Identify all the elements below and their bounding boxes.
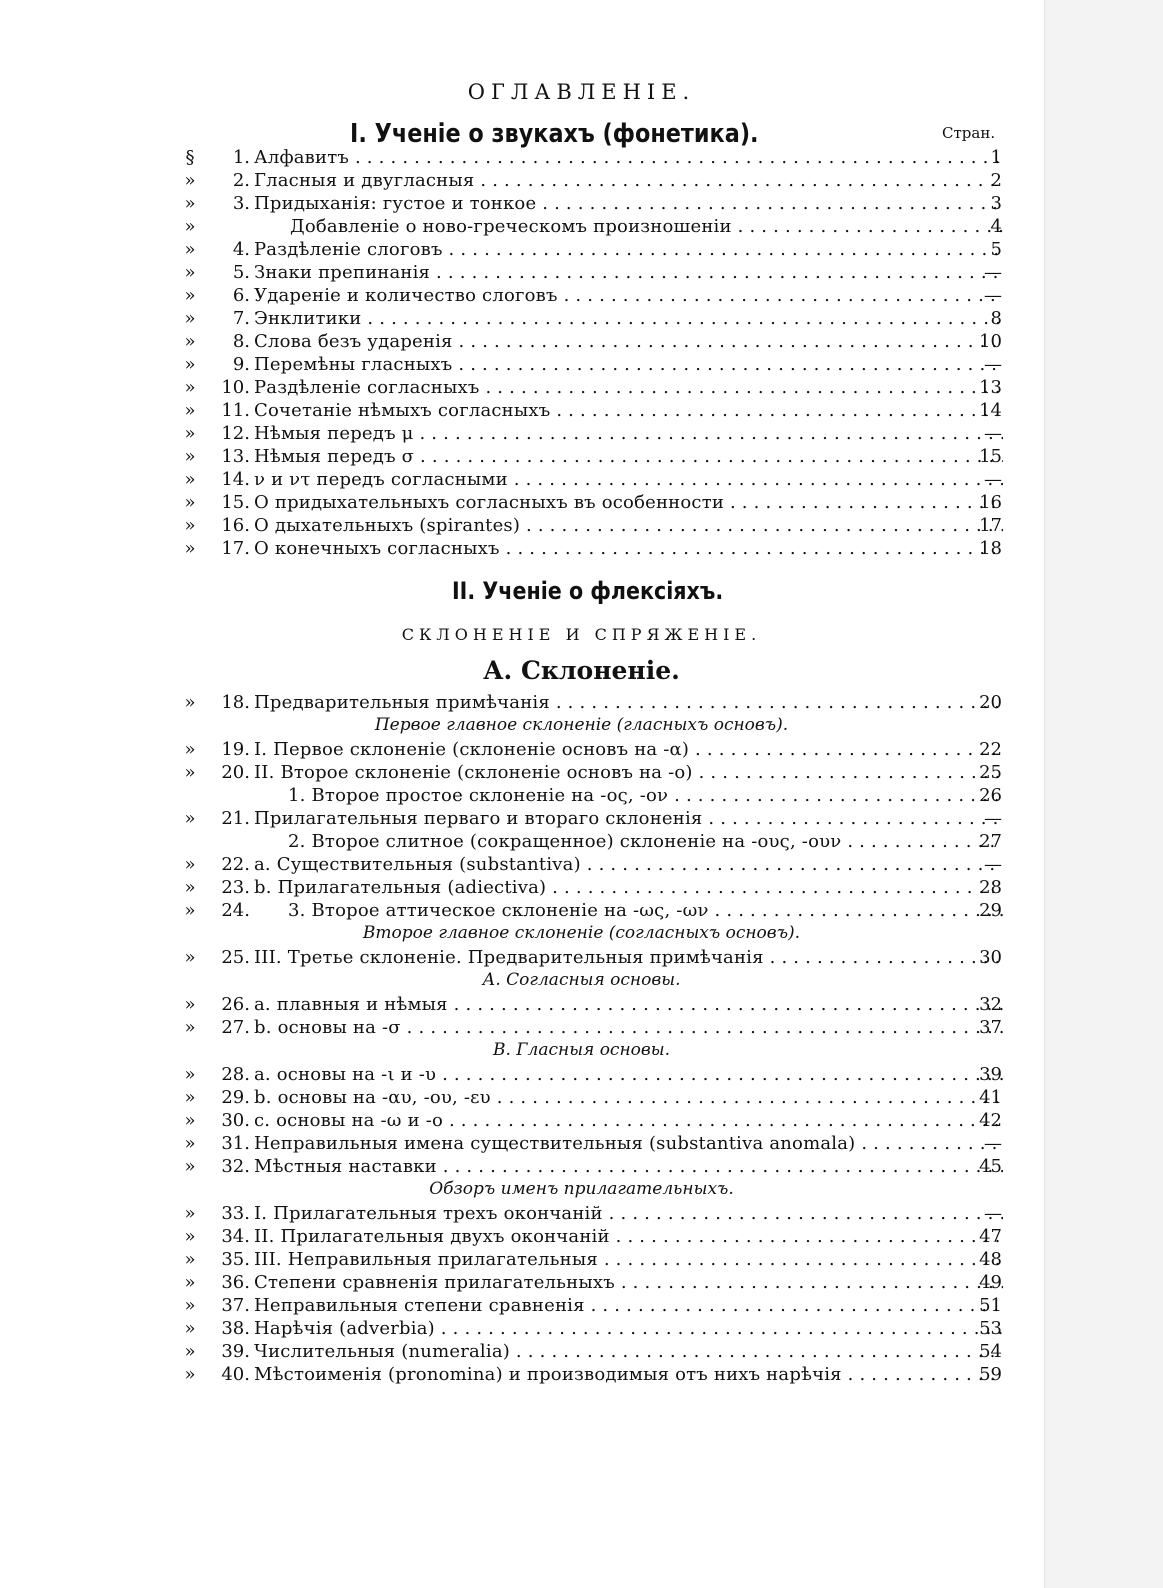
toc-subsection-heading: Первое главное склоненіе (гласныхъ основъ). [374,715,789,735]
entry-title: Нарѣчія (adverbia) . . . [254,1317,1003,1340]
toc-entry[interactable] [0,1248,1163,1271]
entry-number: 40. [221,1364,250,1385]
entry-page: 3 [990,193,1002,214]
toc-subsection-heading: А. Согласныя основы. [482,970,681,990]
entry-number: 12. [221,423,250,444]
entry-mark: » [184,538,196,559]
entry-mark: » [184,1087,196,1108]
entry-page: — [984,469,1002,490]
entry-mark: » [184,739,196,760]
entry-mark: » [184,423,196,444]
entry-number: 19. [221,739,250,760]
entry-number: 8. [232,331,250,352]
toc-entry[interactable] [0,1016,1163,1039]
entry-number: 2. [232,170,250,191]
entry-page: 48 [979,1249,1002,1270]
entry-mark: » [184,994,196,1015]
entry-number: 5. [232,262,250,283]
toc-entry[interactable] [0,691,1163,714]
entry-mark: » [184,216,196,237]
entry-mark: » [184,1156,196,1177]
entry-mark: » [184,354,196,375]
entry-title: Числительныя (numeralia) . . . [254,1340,1003,1363]
entry-title: b. Прилагательныя (adiectiva) . . . [254,876,1003,899]
entry-title: Неправильныя имена существительныя (substantiva anomala) . . . [254,1132,1003,1155]
entry-page: — [984,423,1002,444]
toc-entry[interactable] [0,445,1163,468]
entry-page: 29 [979,900,1002,921]
entry-number: 15. [221,492,250,513]
entry-page: — [984,1133,1002,1154]
entry-title: Знаки препинанія . . . [254,261,1003,284]
entry-number: 9. [232,354,250,375]
entry-page: 2 [990,170,1002,191]
entry-mark: » [184,1341,196,1362]
entry-mark: » [184,308,196,329]
entry-title: Удареніе и количество слоговъ . . . [254,284,1003,307]
entry-page: 5 [990,239,1002,260]
entry-number: 21. [221,808,250,829]
toc-entry[interactable] [0,514,1163,537]
toc-entry[interactable] [0,1155,1163,1178]
toc-subsection-heading: В. Гласныя основы. [492,1040,671,1060]
toc-entry[interactable] [0,1225,1163,1248]
entry-page: 1 [990,147,1002,168]
entry-number: 26. [221,994,250,1015]
entry-page: 16 [979,492,1002,513]
entry-mark: » [184,262,196,283]
entry-page: 47 [979,1226,1002,1247]
toc-entry[interactable] [0,1317,1163,1340]
entry-page: — [984,854,1002,875]
entry-page: 53 [979,1318,1002,1339]
part2-heading: II. Ученіе о флексіяхъ. [452,577,724,605]
toc-entry[interactable] [0,261,1163,284]
entry-title: c. основы на -ω и -ο . . . [254,1109,1003,1132]
toc-entry[interactable] [0,784,1163,807]
entry-page: 13 [979,377,1002,398]
entry-title: Гласныя и двугласныя . . . [254,169,1003,192]
entry-mark: » [184,692,196,713]
entry-title: I. Прилагательныя трехъ окончаній . . . [254,1202,1003,1225]
entry-mark: » [184,400,196,421]
toc-entry[interactable] [0,876,1163,899]
entry-mark: » [184,492,196,513]
toc-entry[interactable] [0,330,1163,353]
entry-page: 45 [979,1156,1002,1177]
toc-entry[interactable] [0,215,1163,238]
toc-entry[interactable] [0,399,1163,422]
entry-number: 24. [221,900,250,921]
entry-title: ν и ντ передъ согласными . . . [254,468,1003,491]
entry-title: a. Существительныя (substantiva) . . . [254,853,1003,876]
entry-number: 3. [232,193,250,214]
entry-number: 18. [221,692,250,713]
entry-number: 35. [221,1249,250,1270]
toc-entry[interactable] [0,468,1163,491]
toc-subsection-heading: Обзоръ именъ прилагательныхъ. [429,1179,734,1199]
toc-entry[interactable] [0,1132,1163,1155]
entry-title: II. Прилагательныя двухъ окончаній . . . [254,1225,1003,1248]
entry-title: Предварительныя примѣчанія . . . [254,691,1003,714]
entry-mark: » [184,469,196,490]
entry-page: 39 [979,1064,1002,1085]
entry-title: Прилагательныя перваго и втораго склоненія . . . [254,807,1003,830]
toc-entry[interactable] [0,853,1163,876]
toc-entry[interactable] [0,993,1163,1016]
entry-title: 3. Второе аттическое склоненіе на -ως, -ων . . . [288,899,1003,922]
entry-page: 32 [979,994,1002,1015]
entry-page: 41 [979,1087,1002,1108]
entry-title: a. основы на -ι и -υ . . . [254,1063,1003,1086]
entry-title: Слова безъ ударенія . . . [254,330,1003,353]
entry-number: 30. [221,1110,250,1131]
entry-title: III. Третье склоненіе. Предварительныя примѣчанія . . . [254,946,1003,969]
entry-title: Степени сравненія прилагательныхъ . . . [254,1271,1003,1294]
entry-page: 59 [979,1364,1002,1385]
page-title: ОГЛАВЛЕНІЕ. [467,80,696,104]
entry-number: 13. [221,446,250,467]
toc-entry[interactable] [0,422,1163,445]
entry-page: 4 [990,216,1002,237]
entry-page: 20 [979,692,1002,713]
entry-title: II. Второе склоненіе (склоненіе основъ на -ο) . . . [254,761,1003,784]
entry-mark: » [184,1272,196,1293]
toc-entry[interactable] [0,146,1163,169]
entry-number: 29. [221,1087,250,1108]
entry-page: 49 [979,1272,1002,1293]
entry-title: О конечныхъ согласныхъ . . . [254,537,1003,560]
toc-entry[interactable] [0,491,1163,514]
entry-page: — [984,262,1002,283]
entry-title: Нѣмыя передъ σ . . . [254,445,1003,468]
entry-number: 20. [221,762,250,783]
entry-number: 28. [221,1064,250,1085]
entry-mark: » [184,1203,196,1224]
entry-number: 4. [232,239,250,260]
entry-mark: » [184,1226,196,1247]
toc-entry[interactable] [0,807,1163,830]
toc-entry[interactable] [0,353,1163,376]
entry-title: О придыхательныхъ согласныхъ въ особенности . . . [254,491,1003,514]
entry-title: b. основы на -αυ, -ου, -ευ . . . [254,1086,1003,1109]
toc-entry[interactable] [0,1202,1163,1225]
entry-mark: » [184,947,196,968]
entry-title: Мѣстныя наставки . . . [254,1155,1003,1178]
entry-number: 31. [221,1133,250,1154]
entry-page: 8 [990,308,1002,329]
entry-mark: » [184,877,196,898]
entry-title: b. основы на -σ . . . [254,1016,1003,1039]
entry-number: 1. [232,147,250,168]
toc-entry[interactable] [0,1271,1163,1294]
entry-number: 16. [221,515,250,536]
entry-page: — [984,808,1002,829]
part2-subheading: СКЛОНЕНІЕ И СПРЯЖЕНІЕ. [401,625,762,644]
entry-mark: » [184,331,196,352]
entry-number: 22. [221,854,250,875]
entry-number: 7. [232,308,250,329]
toc-entry[interactable] [0,284,1163,307]
entry-title: a. плавныя и нѣмыя . . . [254,993,1003,1016]
toc-entry[interactable] [0,1086,1163,1109]
toc-entry[interactable] [0,192,1163,215]
entry-title: III. Неправильныя прилагательныя . . . [254,1248,1003,1271]
entry-number: 37. [221,1295,250,1316]
entry-mark: » [184,900,196,921]
toc-entry[interactable] [0,169,1163,192]
toc-entry[interactable] [0,537,1163,560]
entry-title: Придыханія: густое и тонкое . . . [254,192,1003,215]
entry-page: 17 [979,515,1002,536]
entry-mark: » [184,1110,196,1131]
entry-page: 30 [979,947,1002,968]
entry-number: 36. [221,1272,250,1293]
toc-entry[interactable] [0,376,1163,399]
entry-title: Нѣмыя передъ μ . . . [254,422,1003,445]
entry-title: Энклитики . . . [254,307,1003,330]
entry-title: Добавленіе о ново-греческомъ произношеніи . . . [290,215,1003,238]
entry-title: Раздѣленіе слоговъ . . . [254,238,1003,261]
entry-page: 51 [979,1295,1002,1316]
part1-heading: I. Ученіе о звукахъ (фонетика). [350,119,759,149]
entry-page: 28 [979,877,1002,898]
page-column-label: Стран. [942,124,996,142]
entry-title: I. Первое склоненіе (склоненіе основъ на -α) . . . [254,738,1003,761]
entry-title: 1. Второе простое склоненіе на -ος, -ον . . . [288,784,1003,807]
toc-entry[interactable] [0,238,1163,261]
entry-page: — [984,354,1002,375]
entry-number: 11. [221,400,250,421]
entry-mark: » [184,1318,196,1339]
entry-mark: » [184,515,196,536]
entry-title: Алфавитъ . . . [254,146,1003,169]
entry-mark: » [184,285,196,306]
entry-page: 15 [979,446,1002,467]
entry-page: 54 [979,1341,1002,1362]
entry-page: 10 [979,331,1002,352]
entry-mark: » [184,170,196,191]
entry-title: О дыхательныхъ (spirantes) . . . [254,514,1003,537]
entry-page: — [984,1203,1002,1224]
entry-title: Раздѣленіе согласныхъ . . . [254,376,1003,399]
entry-number: 39. [221,1341,250,1362]
entry-title: Неправильныя степени сравненія . . . [254,1294,1003,1317]
entry-page: 14 [979,400,1002,421]
entry-mark: » [184,1295,196,1316]
entry-number: 10. [221,377,250,398]
entry-mark: » [184,377,196,398]
entry-number: 34. [221,1226,250,1247]
entry-number: 25. [221,947,250,968]
toc-entry[interactable] [0,946,1163,969]
entry-mark: » [184,762,196,783]
entry-mark: » [184,854,196,875]
entry-mark: » [184,808,196,829]
entry-number: 17. [221,538,250,559]
entry-title: Перемѣны гласныхъ . . . [254,353,1003,376]
toc-entry[interactable] [0,738,1163,761]
toc-entry[interactable] [0,761,1163,784]
entry-mark: » [184,1249,196,1270]
toc-entry[interactable] [0,899,1163,922]
entry-number: 14. [221,469,250,490]
entry-mark: » [184,1364,196,1385]
entry-page: 26 [979,785,1002,806]
entry-mark: » [184,1133,196,1154]
section-a-heading: А. Склоненіе. [483,656,680,685]
entry-number: 32. [221,1156,250,1177]
toc-subsection-heading: Второе главное склоненіе (согласныхъ основъ). [362,923,801,943]
toc-entry[interactable] [0,1294,1163,1317]
entry-title: Сочетаніе нѣмыхъ согласныхъ . . . [254,399,1003,422]
entry-page: 18 [979,538,1002,559]
entry-mark: » [184,446,196,467]
entry-page: 42 [979,1110,1002,1131]
entry-page: 22 [979,739,1002,760]
entry-number: 23. [221,877,250,898]
entry-mark: » [184,1064,196,1085]
entry-mark: » [184,1017,196,1038]
entry-mark: » [184,193,196,214]
entry-page: 27 [979,831,1002,852]
entry-title: Мѣстоименія (pronomina) и производимыя отъ нихъ нарѣчія . . . [254,1363,1003,1386]
entry-number: 27. [221,1017,250,1038]
toc-entry[interactable] [0,307,1163,330]
toc-entry[interactable] [0,1063,1163,1086]
entry-number: 6. [232,285,250,306]
toc-entry[interactable] [0,1340,1163,1363]
entry-title: 2. Второе слитное (сокращенное) склоненіе на -ους, -ουν . . . [288,830,1003,853]
entry-mark: » [184,239,196,260]
entry-mark: § [185,147,195,168]
entry-page: 25 [979,762,1002,783]
entry-number: 33. [221,1203,250,1224]
toc-entry[interactable] [0,830,1163,853]
toc-entry[interactable] [0,1363,1163,1386]
entry-page: 37 [979,1017,1002,1038]
entry-number: 38. [221,1318,250,1339]
entry-page: — [984,285,1002,306]
toc-entry[interactable] [0,1109,1163,1132]
